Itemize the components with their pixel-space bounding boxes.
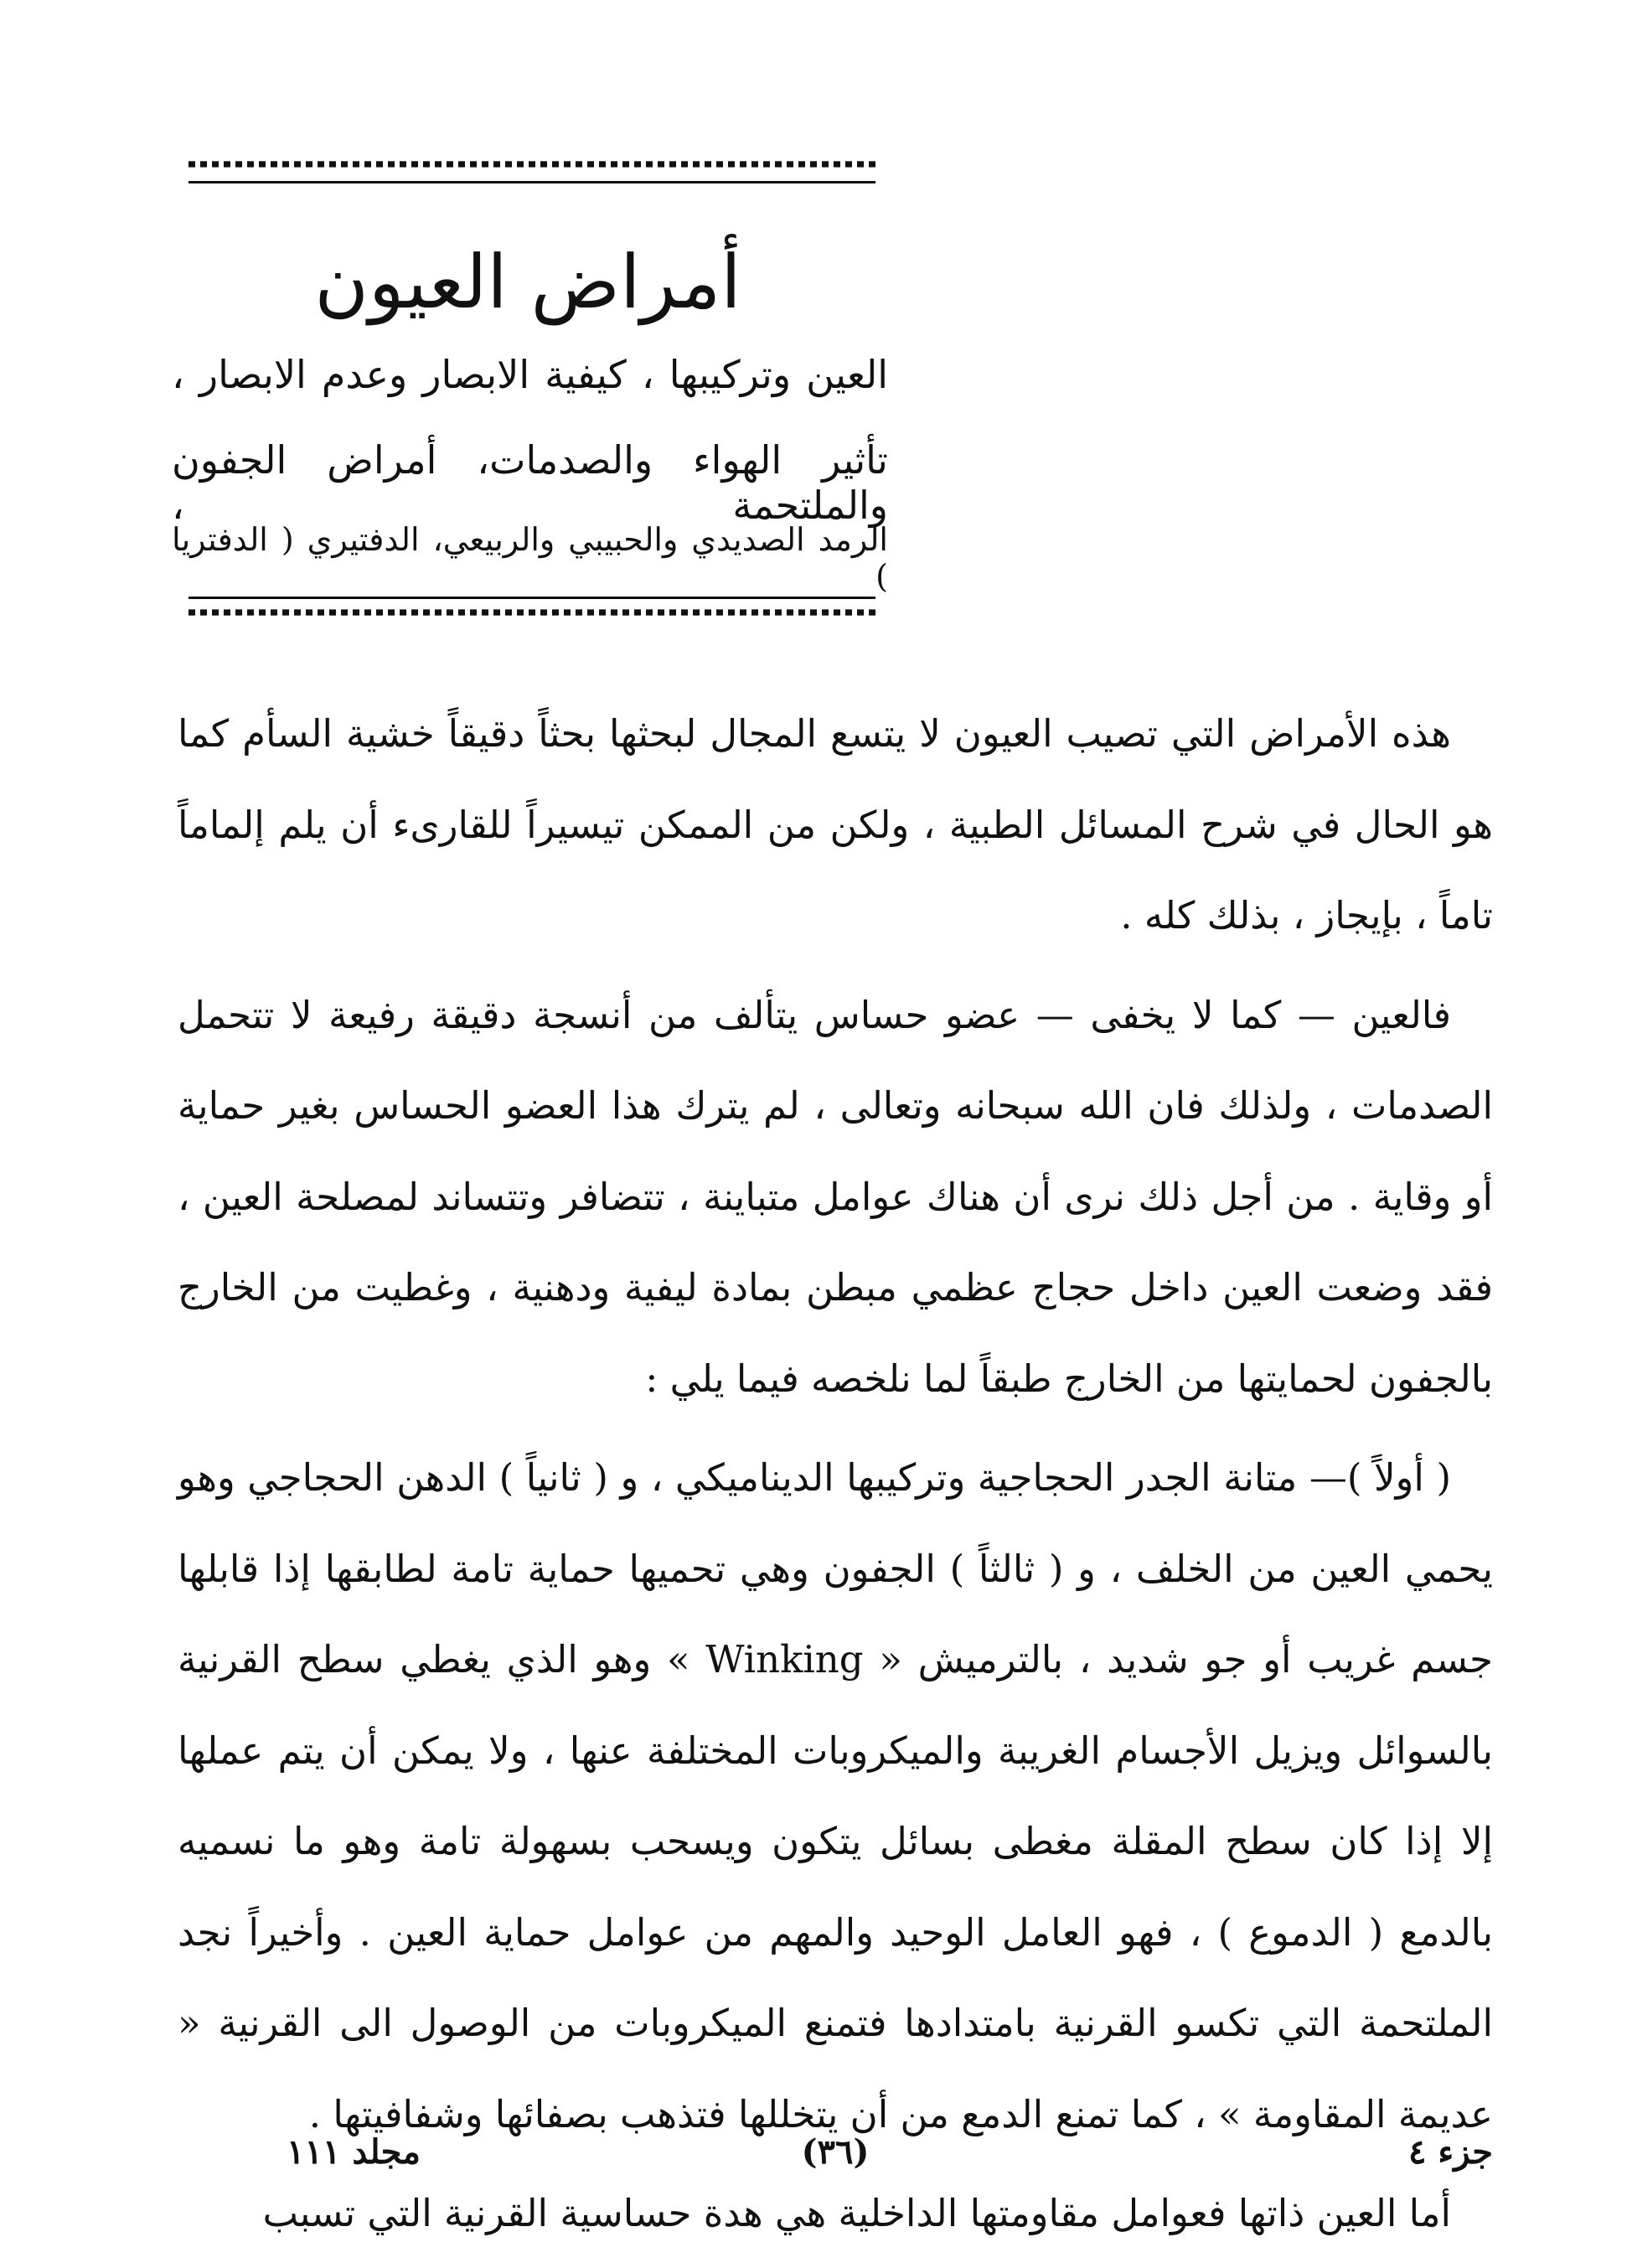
footer-volume: مجلد ١١١ (287, 2132, 421, 2172)
article-title: أمراض العيون (314, 239, 741, 325)
top-ornamental-rule (189, 159, 875, 183)
subtitle-line-2: تأثير الهواء والصدمات، أمراض الجفون والملتحمة ، (172, 437, 888, 528)
dotted-rule (189, 607, 875, 617)
paragraph-eye-protection: فالعين — كما لا يخفى — عضو حساس يتألف من أنسجة دقيقة رفيعة لا تتحمل الصدمات ، ولذلك فان الله سبحانه وتعالى ، لم يترك هذا العضو الحساس بغير حماية أو وقاية . من أجل ذلك نرى أن هناك عوامل متباينة ، تتضافر وتتساند لمصلحة العين ، فقد وضعت العين داخل حجاج عظمي مبطن بمادة ليفية ودهنية ، وغطيت من الخارج بالجفون لحمايتها من الخارج طبقاً لما نلخصه فيما يلي : (178, 992, 1493, 1401)
bottom-ornamental-rule (189, 597, 875, 617)
article-body (178, 689, 1493, 2268)
solid-rule (189, 181, 875, 183)
paragraph-protective-factors: ( أولاً )— متانة الجدر الحجاجية وتركيبها الديناميكي ، و ( ثانياً ) الدهن الحجاجي وهو يحمي العين من الخلف ، و ( ثالثاً ) الجفون وهي تحميها حماية تامة لطابقها إذا قابلها جسم غريب أو جو شديد ، بالترميش « Winking » وهو الذي يغطي سطح القرنية بالسوائل ويزيل الأجسام الغريبة والميكروبات المختلفة عنها ، ولا يمكن أن يتم عملها إلا إذا كان سطح المقلة مغطى بسائل يتكون ويسحب بسهولة تامة وهو ما نسميه بالدمع ( الدموع ) ، فهو العامل الوحيد والمهم من عوامل حماية العين . وأخيراً نجد الملتحمة التي تكسو القرنية بامتدادها فتمنع الميكروبات من الوصول الى القرنية « عديمة المقاومة » ، كما تمنع الدمع من أن يتخللها فتذهب بصفائها وشفافيتها . (178, 1455, 1493, 2136)
footer-page-number: (٣٦) (801, 2132, 870, 2172)
solid-rule (189, 597, 875, 599)
subtitle-line-1: العين وتركيبها ، كيفية الابصار وعدم الابصار ، (172, 352, 888, 397)
footer-part: جزء ٤ (1407, 2132, 1493, 2172)
paragraph-intro: هذه الأمراض التي تصيب العيون لا يتسع المجال لبحثها بحثاً دقيقاً خشية السأم كما هو الحال في شرح المسائل الطبية ، ولكن من الممكن تيسيراً للقارىء أن يلم إلماماً تاماً ، بإيجاز ، بذلك كله . (178, 711, 1493, 938)
paragraph-internal-resistance: أما العين ذاتها فعوامل مقاومتها الداخلية هي هدة حساسية القرنية التي تسبب (262, 2191, 1451, 2235)
dotted-rule (189, 159, 875, 169)
subtitle-line-3: الرمد الصديدي والحبيبي والربيعي، الدفتيري ( الدفتريا ) (172, 521, 888, 595)
